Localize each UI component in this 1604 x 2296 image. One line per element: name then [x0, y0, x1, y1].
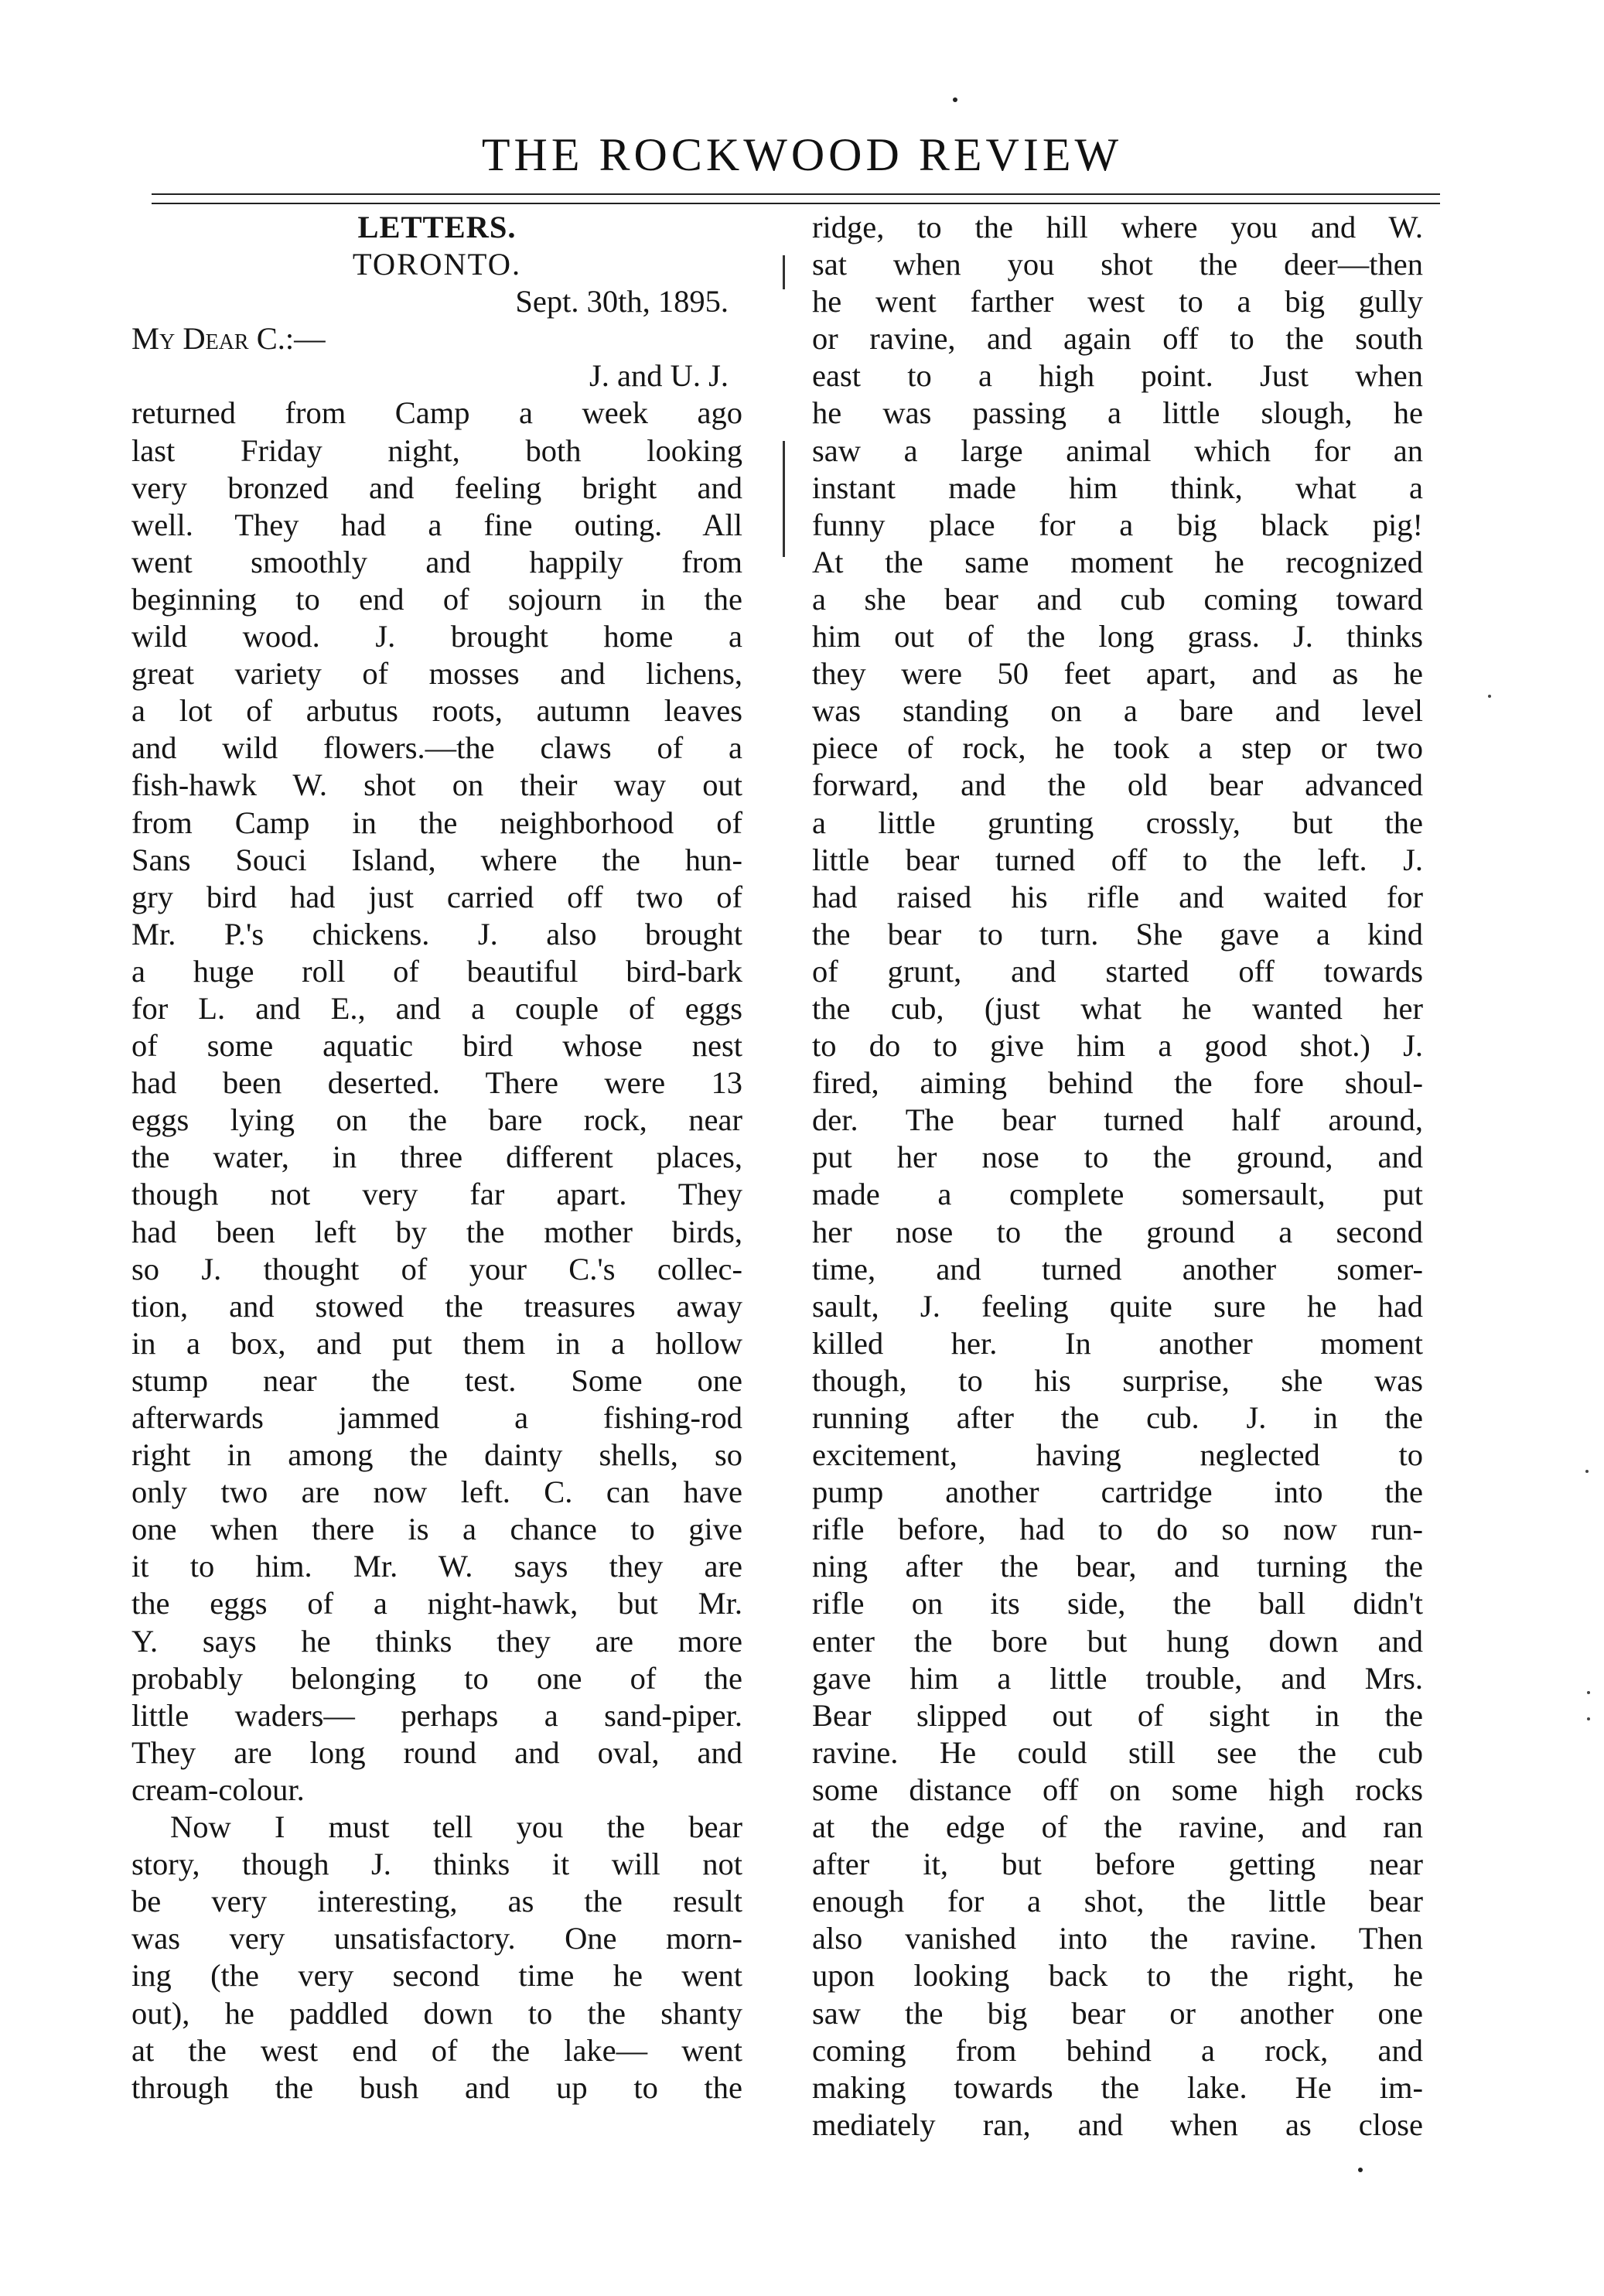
dateline-date: Sept. 30th, 1895.: [515, 284, 729, 319]
text-line: some distance off on some high rocks: [812, 1772, 1423, 1807]
text-line: the eggs of a night-hawk, but Mr.: [131, 1586, 742, 1621]
margin-speck: [1587, 1717, 1590, 1720]
text-line: great variety of mosses and lichens,: [131, 656, 742, 692]
text-line: a she bear and cub coming toward: [812, 581, 1423, 617]
text-line: enough for a shot, the little bear: [812, 1884, 1423, 1919]
header-rule-bottom: [152, 203, 1440, 204]
text-line: of grunt, and started off towards: [812, 953, 1423, 989]
text-line: gave him a little trouble, and Mrs.: [812, 1660, 1423, 1696]
text-line: very bronzed and feeling bright and: [131, 470, 742, 505]
text-line: sault, J. feeling quite sure he had: [812, 1288, 1423, 1324]
text-line: so J. thought of your C.'s collec-: [131, 1251, 742, 1286]
text-line: afterwards jammed a fishing-rod: [131, 1400, 742, 1435]
text-line: Sans Souci Island, where the hun-: [131, 842, 742, 877]
text-line: coming from behind a rock, and: [812, 2032, 1423, 2068]
text-line: made a complete somersault, put: [812, 1177, 1423, 1212]
text-line: one when there is a chance to give: [131, 1512, 742, 1547]
text-line: he was passing a little slough, he: [812, 395, 1423, 431]
left-column-body: [131, 357, 742, 2106]
text-line: ravine. He could still see the cub: [812, 1734, 1423, 1770]
text-line: stump near the test. Some one: [131, 1362, 742, 1398]
text-line: was standing on a bare and level: [812, 693, 1423, 729]
section-heading: LETTERS.: [357, 210, 517, 244]
text-line: ridge, to the hill where you and W.: [812, 210, 1423, 244]
text-line: excitement, having neglected to: [812, 1437, 1423, 1473]
text-line: right in among the dainty shells, so: [131, 1437, 742, 1473]
column-divider-mark: [783, 255, 785, 289]
text-line: to do to give him a good shot.) J.: [812, 1028, 1423, 1064]
text-line: returned from Camp a week ago: [131, 395, 742, 431]
right-column-body: [812, 209, 1423, 2144]
text-line: time, and turned another somer-: [812, 1251, 1423, 1286]
header-rule-top: [152, 193, 1440, 195]
text-line: little bear turned off to the left. J.: [812, 842, 1423, 877]
text-line: also vanished into the ravine. Then: [812, 1921, 1423, 1956]
text-line: only two are now left. C. can have: [131, 1474, 742, 1510]
text-line: though not very far apart. They: [131, 1177, 742, 1212]
text-line: upon looking back to the right, he: [812, 1958, 1423, 1994]
text-line: saw the big bear or another one: [812, 1995, 1423, 2031]
text-line: der. The bear turned half around,: [812, 1102, 1423, 1138]
text-line: enter the bore but hung down and: [812, 1623, 1423, 1659]
left-column: [131, 209, 742, 2106]
text-line: At the same moment he recognized: [812, 544, 1423, 579]
text-line: through the bush and up to the: [131, 2069, 742, 2105]
text-line: gry bird had just carried off two of: [131, 879, 742, 914]
text-line: Y. says he thinks they are more: [131, 1623, 742, 1659]
text-line: or ravine, and again off to the south: [812, 321, 1423, 357]
text-line: tion, and stowed the treasures away: [131, 1288, 742, 1324]
text-line: saw a large animal which for an: [812, 432, 1423, 468]
text-line: had been deserted. There were 13: [131, 1065, 742, 1101]
text-line: of some aquatic bird whose nest: [131, 1028, 742, 1064]
text-line: beginning to end of sojourn in the: [131, 581, 742, 617]
text-line: at the edge of the ravine, and ran: [812, 1809, 1423, 1845]
text-line: put her nose to the ground, and: [812, 1139, 1423, 1175]
text-line: for L. and E., and a couple of eggs: [131, 990, 742, 1026]
salutation: My Dear C.:—: [131, 321, 326, 357]
text-line: rifle before, had to do so now run-: [812, 1512, 1423, 1547]
text-line: mediately ran, and when as close: [812, 2106, 1423, 2142]
text-line: eggs lying on the bare rock, near: [131, 1102, 742, 1138]
page-mark-bottom: [1358, 2168, 1363, 2172]
text-line: J. and U. J.: [589, 358, 729, 394]
text-line: pump another cartridge into the: [812, 1474, 1423, 1510]
text-line: the cub, (just what he wanted her: [812, 990, 1423, 1026]
text-line: from Camp in the neighborhood of: [131, 805, 742, 840]
text-line: wild wood. J. brought home a: [131, 619, 742, 654]
text-line: Mr. P.'s chickens. J. also brought: [131, 916, 742, 952]
text-line: sat when you shot the deer—then: [812, 247, 1423, 282]
text-line: fish-hawk W. shot on their way out: [131, 767, 742, 803]
text-line: east to a high point. Just when: [812, 358, 1423, 394]
margin-speck: [1587, 1691, 1590, 1694]
text-line: him out of the long grass. J. thinks: [812, 619, 1423, 654]
page-mark-top: [953, 97, 957, 102]
right-column: [812, 209, 1423, 2144]
text-line: after it, but before getting near: [812, 1847, 1423, 1882]
text-line: story, though J. thinks it will not: [131, 1847, 742, 1882]
text-line: had been left by the mother birds,: [131, 1214, 742, 1249]
text-line: last Friday night, both looking: [131, 432, 742, 468]
text-line: had raised his rifle and waited for: [812, 879, 1423, 914]
text-line: a lot of arbutus roots, autumn leaves: [131, 693, 742, 729]
text-line: Now I must tell you the bear: [170, 1809, 742, 1845]
text-line: Bear slipped out of sight in the: [812, 1697, 1423, 1733]
text-line: ning after the bear, and turning the: [812, 1549, 1423, 1584]
text-line: probably belonging to one of the: [131, 1660, 742, 1696]
text-line: They are long round and oval, and: [131, 1734, 742, 1770]
text-line: and wild flowers.—the claws of a: [131, 730, 742, 766]
text-line: a little grunting crossly, but the: [812, 805, 1423, 840]
text-line: out), he paddled down to the shanty: [131, 1995, 742, 2031]
margin-speck: [1585, 1470, 1589, 1473]
text-line: killed her. In another moment: [812, 1325, 1423, 1361]
text-line: running after the cub. J. in the: [812, 1400, 1423, 1435]
text-line: the bear to turn. She gave a kind: [812, 916, 1423, 952]
text-line: forward, and the old bear advanced: [812, 767, 1423, 803]
text-line: be very interesting, as the result: [131, 1884, 742, 1919]
text-line: making towards the lake. He im-: [812, 2069, 1423, 2105]
text-line: ing (the very second time he went: [131, 1958, 742, 1994]
column-divider-mark: [783, 441, 785, 557]
text-line: at the west end of the lake— went: [131, 2032, 742, 2068]
text-line: rifle on its side, the ball didn't: [812, 1586, 1423, 1621]
text-line: went smoothly and happily from: [131, 544, 742, 579]
text-line: fired, aiming behind the fore shoul-: [812, 1065, 1423, 1101]
margin-speck: [1488, 695, 1491, 698]
running-title: THE ROCKWOOD REVIEW: [481, 129, 1123, 180]
text-line: though, to his surprise, she was: [812, 1362, 1423, 1398]
text-line: they were 50 feet apart, and as he: [812, 656, 1423, 692]
text-line: it to him. Mr. W. says they are: [131, 1549, 742, 1584]
text-line: the water, in three different places,: [131, 1139, 742, 1175]
text-line: instant made him think, what a: [812, 470, 1423, 505]
text-line: a huge roll of beautiful bird-bark: [131, 953, 742, 989]
text-line: cream-colour.: [131, 1772, 305, 1807]
text-line: he went farther west to a big gully: [812, 284, 1423, 319]
text-line: in a box, and put them in a hollow: [131, 1325, 742, 1361]
dateline-place: TORONTO.: [352, 247, 522, 282]
text-line: little waders— perhaps a sand-piper.: [131, 1697, 742, 1733]
text-line: piece of rock, he took a step or two: [812, 730, 1423, 766]
text-line: her nose to the ground a second: [812, 1214, 1423, 1249]
text-line: was very unsatisfactory. One morn-: [131, 1921, 742, 1956]
text-line: funny place for a big black pig!: [812, 507, 1423, 542]
text-line: well. They had a fine outing. All: [131, 507, 742, 542]
